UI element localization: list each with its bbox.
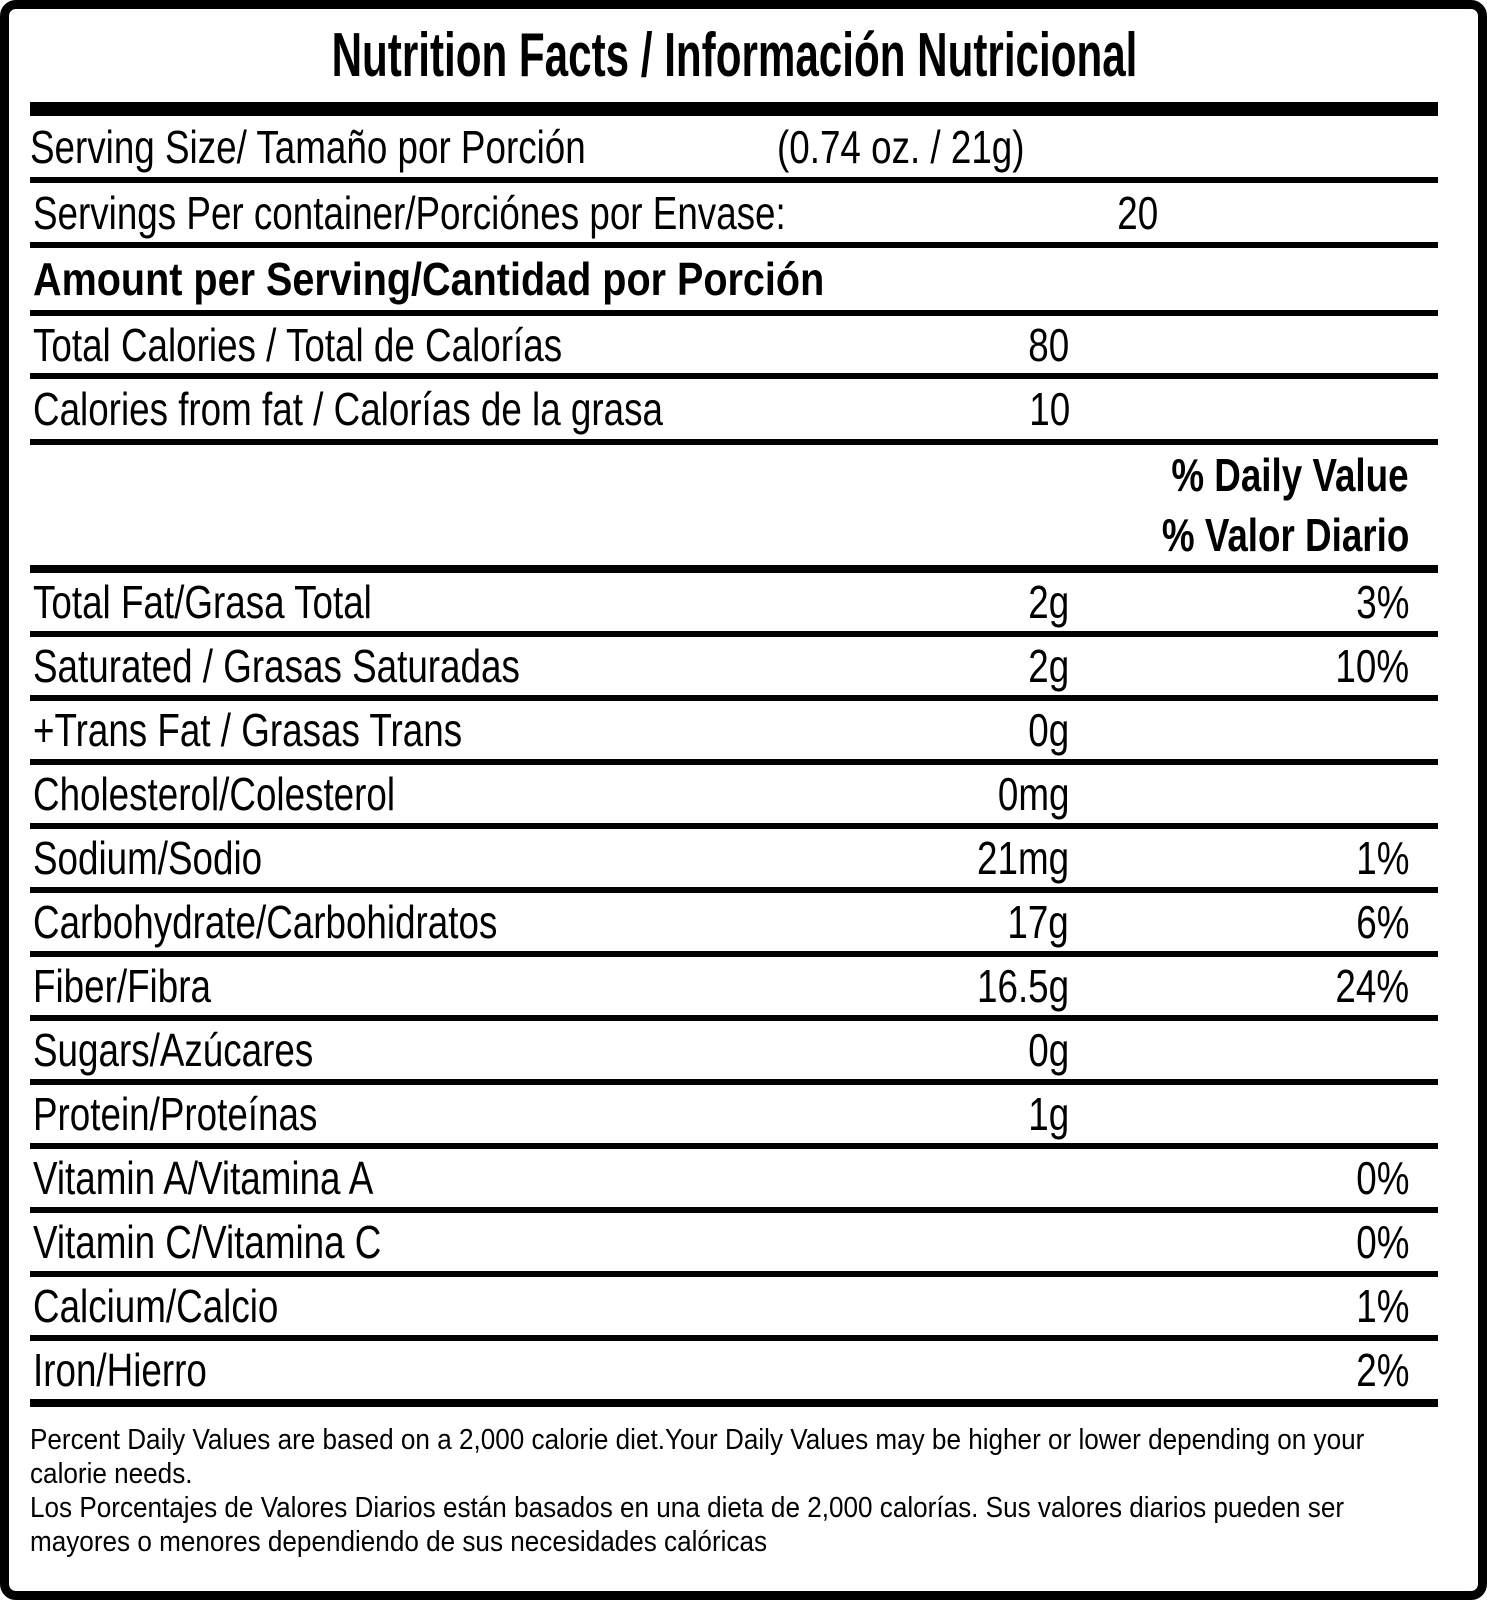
serving-size-label: Serving Size/ Tamaño por Porción — [30, 120, 586, 173]
nutrient-row-vitamin-c — [30, 1213, 1438, 1277]
nutrient-dv: 3% — [1355, 576, 1409, 628]
amount-per-serving-header: Amount per Serving/Cantidad por Porción — [33, 253, 825, 305]
total-calories-value: 80 — [1028, 318, 1069, 371]
nutrient-amount: 0g — [1028, 704, 1069, 756]
nutrient-row-vitamin-a — [30, 1149, 1438, 1213]
label-title: Nutrition Facts / Información Nutricional — [331, 21, 1137, 90]
nutrient-label: Sugars/Azúcares — [33, 1024, 314, 1076]
calories-from-fat-label: Calories from fat / Calorías de la grasa — [33, 383, 663, 435]
nutrient-row-protein — [30, 1085, 1438, 1149]
nutrient-label: Cholesterol/Colesterol — [33, 768, 396, 820]
daily-value-header — [30, 445, 1438, 573]
nutrient-amount: 0mg — [997, 768, 1069, 820]
nutrient-row-iron — [30, 1341, 1438, 1407]
nutrient-dv: 1% — [1355, 832, 1409, 884]
daily-value-header-es: % Valor Diario — [1161, 509, 1409, 561]
nutrient-dv: 0% — [1355, 1152, 1409, 1204]
nutrient-dv: 6% — [1355, 896, 1409, 948]
nutrient-row-calcium — [30, 1277, 1438, 1341]
nutrient-row-fiber — [30, 957, 1438, 1021]
nutrient-row-cholesterol — [30, 765, 1438, 829]
servings-per-container-row — [30, 183, 1438, 248]
nutrient-amount: 2g — [1028, 640, 1069, 692]
nutrient-label: Iron/Hierro — [33, 1344, 207, 1396]
footnote-english: Percent Daily Values are based on a 2,000 calorie diet.Your Daily Values may be higher or lower depending on your calorie needs. — [30, 1424, 1365, 1490]
calories-from-fat-value: 10 — [1028, 383, 1070, 435]
nutrient-row-trans-fat — [30, 701, 1438, 765]
nutrient-row-total-fat — [30, 573, 1438, 637]
nutrient-dv: 10% — [1335, 640, 1409, 692]
nutrient-label: Total Fat/Grasa Total — [33, 576, 372, 628]
servings-per-container-label: Servings Per container/Porciónes por Envase: — [33, 186, 786, 239]
nutrient-dv: 24% — [1335, 960, 1409, 1012]
total-calories-label: Total Calories / Total de Calorías — [33, 318, 563, 371]
label-content — [30, 9, 1438, 1559]
label-title-box — [30, 9, 1438, 102]
nutrient-amount: 1g — [1028, 1088, 1069, 1140]
nutrient-amount: 21mg — [976, 832, 1069, 884]
nutrient-amount: 0g — [1028, 1024, 1069, 1076]
nutrient-label: Protein/Proteínas — [33, 1088, 318, 1140]
nutrient-label: Carbohydrate/Carbohidratos — [33, 896, 498, 948]
title-divider-bar — [30, 102, 1438, 116]
nutrient-dv: 1% — [1355, 1280, 1409, 1332]
nutrient-row-sugars — [30, 1021, 1438, 1085]
nutrient-label: Vitamin C/Vitamina C — [33, 1216, 382, 1268]
calories-from-fat-row — [30, 379, 1438, 445]
nutrient-dv: 0% — [1355, 1216, 1409, 1268]
nutrient-row-saturated-fat — [30, 637, 1438, 701]
footnotes — [30, 1407, 1438, 1559]
serving-size-value: (0.74 oz. / 21g) — [776, 120, 1025, 173]
amount-per-serving-header-row — [30, 248, 1438, 316]
nutrient-row-sodium — [30, 829, 1438, 893]
nutrient-dv: 2% — [1355, 1344, 1409, 1396]
total-calories-row — [30, 316, 1438, 379]
nutrient-label: +Trans Fat / Grasas Trans — [33, 704, 463, 756]
nutrient-label: Sodium/Sodio — [33, 832, 263, 884]
nutrient-amount: 17g — [1007, 896, 1069, 948]
servings-per-container-value: 20 — [1117, 186, 1159, 239]
nutrient-label: Vitamin A/Vitamina A — [33, 1152, 374, 1204]
nutrient-row-carbohydrate — [30, 893, 1438, 957]
nutrient-label: Fiber/Fibra — [33, 960, 211, 1012]
nutrient-label: Saturated / Grasas Saturadas — [33, 640, 520, 692]
daily-value-header-en: % Daily Value — [1171, 449, 1409, 501]
nutrient-amount: 16.5g — [976, 960, 1069, 1012]
serving-size-row — [30, 116, 1438, 183]
footnote-spanish: Los Porcentajes de Valores Diarios están basados en una dieta de 2,000 calorías. Sus valores diarios pueden ser mayores o menores dependiendo de sus necesidades calóricas — [30, 1492, 1345, 1558]
nutrient-label: Calcium/Calcio — [33, 1280, 279, 1332]
nutrient-amount: 2g — [1028, 576, 1069, 628]
